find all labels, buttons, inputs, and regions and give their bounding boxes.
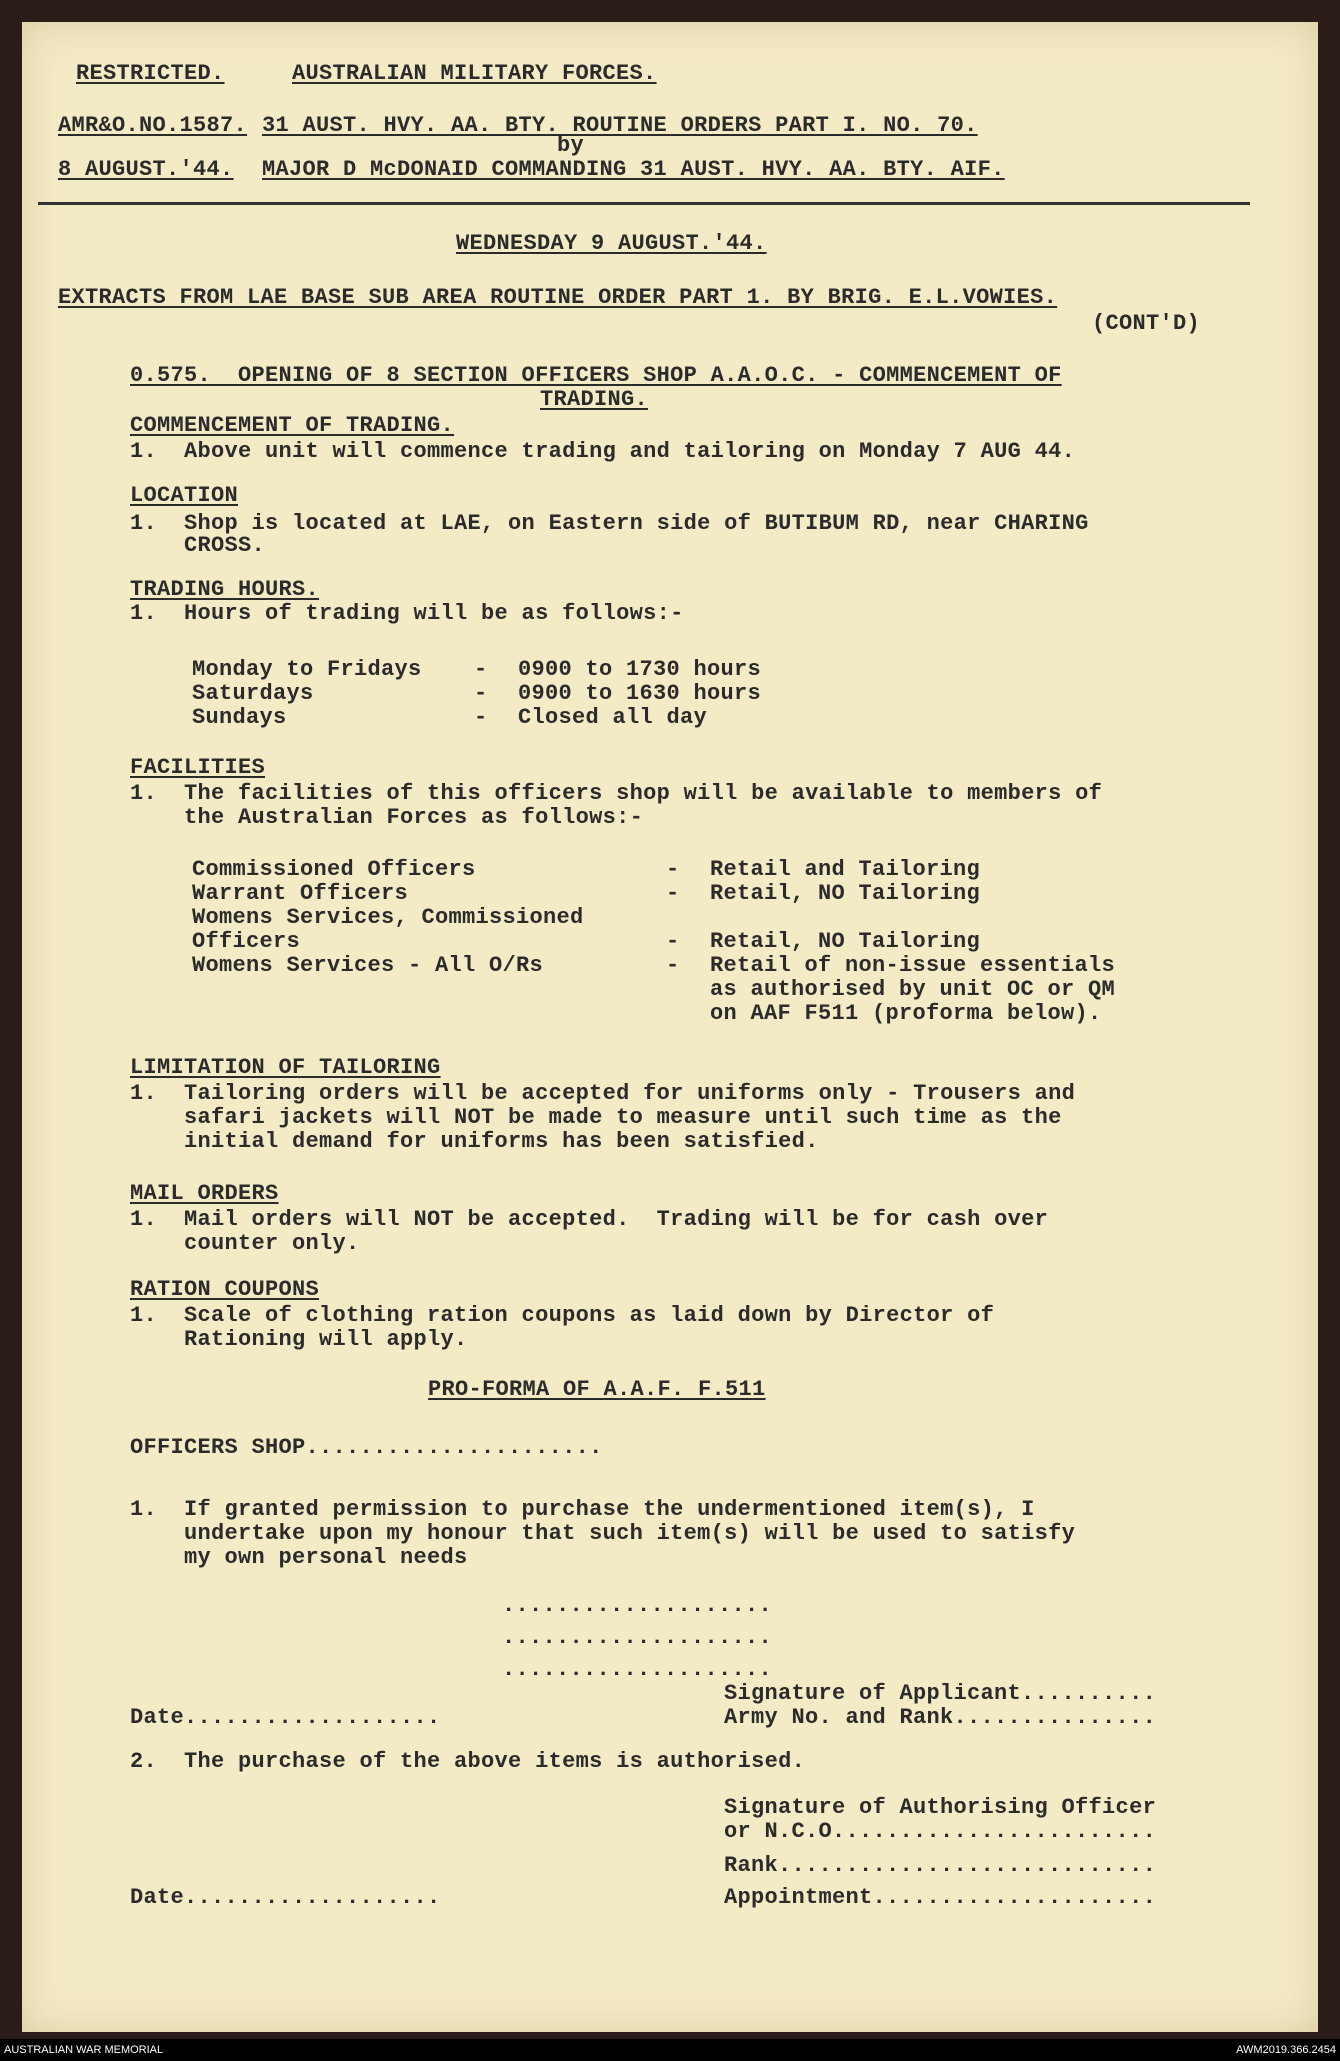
hours-time: 0900 to 1730 hours — [518, 657, 762, 682]
item-line: .................... — [502, 1593, 773, 1618]
hours-day: Saturdays — [192, 681, 314, 706]
facilities-sep: - — [666, 857, 680, 882]
facilities-line-1: 1. The facilities of this officers shop will be available to members of — [130, 781, 1103, 806]
mail-line-2: counter only. — [130, 1231, 360, 1256]
facilities-sep: - — [666, 929, 680, 954]
footer-id: AWM2019.366.2454 — [1236, 2044, 1336, 2056]
proforma-p1-line-2: undertake upon my honour that such item(s) will be used to satisfy — [130, 1521, 1076, 1546]
document-page — [22, 22, 1318, 2032]
order-title-cont: TRADING. — [540, 387, 649, 412]
orders-title: 31 AUST. HVY. AA. BTY. ROUTINE ORDERS PART I. NO. 70. — [262, 113, 978, 138]
army-no-rank: Army No. and Rank............... — [724, 1705, 1157, 1730]
facilities-who: Warrant Officers — [192, 881, 409, 906]
ration-line-2: Rationing will apply. — [130, 1327, 468, 1352]
order-ref: AMR&O.NO.1587. — [58, 113, 248, 138]
commander: MAJOR D McDONAID COMMANDING 31 AUST. HVY. AA. BTY. AIF. — [262, 157, 1005, 182]
archive-footer — [0, 2039, 1340, 2061]
item-line: .................... — [502, 1625, 773, 1650]
order-date: 8 AUGUST.'44. — [58, 157, 234, 182]
section-heading-commencement: COMMENCEMENT OF TRADING. — [130, 413, 455, 438]
facilities-who: Officers — [192, 929, 301, 954]
section-heading-hours: TRADING HOURS. — [130, 577, 320, 602]
hours-sep: - — [474, 657, 488, 682]
section-heading-facilities: FACILITIES — [130, 755, 266, 780]
rank-field: Rank............................ — [724, 1853, 1157, 1878]
org-name: AUSTRALIAN MILITARY FORCES. — [292, 61, 657, 86]
facilities-sep: - — [666, 953, 680, 978]
header-rule — [38, 202, 1250, 205]
facilities-what: Retail of non-issue essentials — [710, 953, 1116, 978]
facilities-what: Retail, NO Tailoring — [710, 881, 981, 906]
limitation-line-2: safari jackets will NOT be made to measure until such time as the — [130, 1105, 1062, 1130]
facilities-who: Womens Services - All O/Rs — [192, 953, 544, 978]
date-field-2: Date................... — [130, 1885, 441, 1910]
proforma-shop: OFFICERS SHOP...................... — [130, 1435, 603, 1460]
by-text: by — [557, 133, 585, 158]
contd-label: (CONT'D) — [1092, 311, 1201, 336]
location-line-2: CROSS. — [130, 533, 266, 558]
appointment-field: Appointment..................... — [724, 1885, 1157, 1910]
facilities-who: Womens Services, Commissioned — [192, 905, 584, 930]
proforma-p1-line-1: 1. If granted permission to purchase the undermentioned item(s), I — [130, 1497, 1035, 1522]
limitation-line-1: 1. Tailoring orders will be accepted for uniforms only - Trousers and — [130, 1081, 1076, 1106]
hours-sep: - — [474, 705, 488, 730]
mail-line-1: 1. Mail orders will NOT be accepted. Trading will be for cash over — [130, 1207, 1049, 1232]
item-line: .................... — [502, 1657, 773, 1682]
day-heading: WEDNESDAY 9 AUGUST.'44. — [456, 231, 767, 256]
hours-day: Sundays — [192, 705, 287, 730]
hours-intro: 1. Hours of trading will be as follows:- — [130, 601, 684, 626]
date-field: Date................... — [130, 1705, 441, 1730]
facilities-line-2: the Australian Forces as follows:- — [130, 805, 644, 830]
facilities-what: Retail, NO Tailoring — [710, 929, 981, 954]
section-heading-limitation: LIMITATION OF TAILORING — [130, 1055, 441, 1080]
proforma-p2: 2. The purchase of the above items is authorised. — [130, 1749, 806, 1774]
commencement-text: 1. Above unit will commence trading and tailoring on Monday 7 AUG 44. — [130, 439, 1076, 464]
section-heading-ration: RATION COUPONS — [130, 1277, 320, 1302]
facilities-what: Retail and Tailoring — [710, 857, 981, 882]
hours-time: 0900 to 1630 hours — [518, 681, 762, 706]
facilities-sep: - — [666, 881, 680, 906]
hours-sep: - — [474, 681, 488, 706]
classification: RESTRICTED. — [76, 61, 225, 86]
location-line-1: 1. Shop is located at LAE, on Eastern side of BUTIBUM RD, near CHARING — [130, 511, 1089, 536]
signature-applicant: Signature of Applicant.......... — [724, 1681, 1157, 1706]
nco-field: or N.C.O........................ — [724, 1819, 1157, 1844]
hours-time: Closed all day — [518, 705, 708, 730]
section-heading-location: LOCATION — [130, 483, 239, 508]
order-title: 0.575. OPENING OF 8 SECTION OFFICERS SHOP A.A.O.C. - COMMENCEMENT OF — [130, 363, 1062, 388]
section-heading-mail: MAIL ORDERS — [130, 1181, 279, 1206]
limitation-line-3: initial demand for uniforms has been satisfied. — [130, 1129, 819, 1154]
footer-source: AUSTRALIAN WAR MEMORIAL — [4, 2044, 164, 2056]
facilities-who: Commissioned Officers — [192, 857, 476, 882]
facilities-what: on AAF F511 (proforma below). — [710, 1001, 1102, 1026]
ration-line-1: 1. Scale of clothing ration coupons as laid down by Director of — [130, 1303, 995, 1328]
extracts-heading: EXTRACTS FROM LAE BASE SUB AREA ROUTINE ORDER PART 1. BY BRIG. E.L.VOWIES. — [58, 285, 1058, 310]
signature-authorising: Signature of Authorising Officer — [724, 1795, 1157, 1820]
hours-day: Monday to Fridays — [192, 657, 422, 682]
proforma-p1-line-3: my own personal needs — [130, 1545, 468, 1570]
proforma-heading: PRO-FORMA OF A.A.F. F.511 — [428, 1377, 766, 1402]
facilities-what: as authorised by unit OC or QM — [710, 977, 1116, 1002]
